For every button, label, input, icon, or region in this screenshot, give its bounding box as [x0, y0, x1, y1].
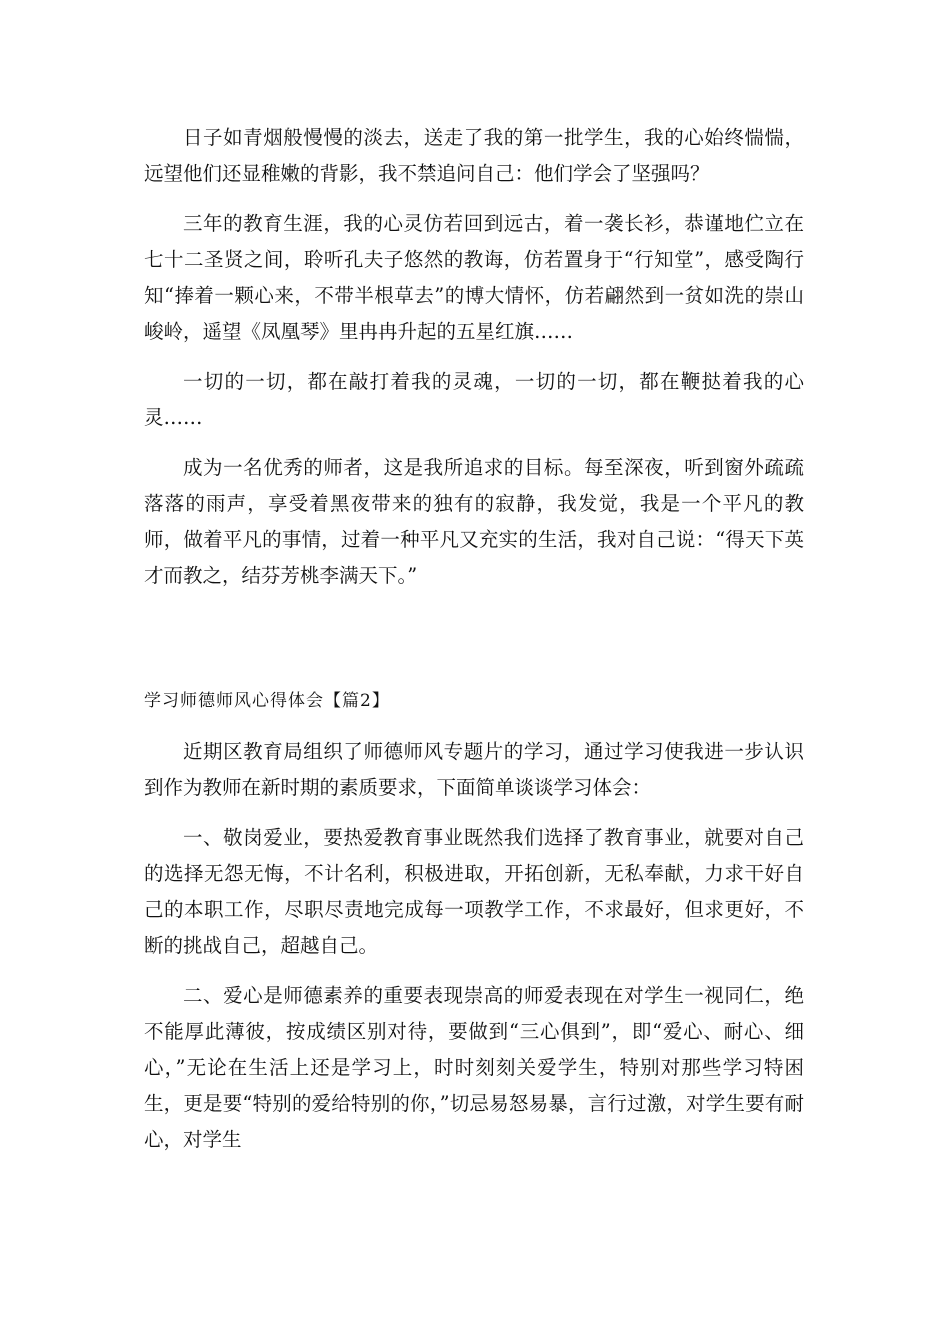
paragraph: 成为一名优秀的师者，这是我所追求的目标。每至深夜，听到窗外疏疏落落的雨声，享受着黑夜带来的独有的寂静，我发觉，我是一个平凡的教师，做着平凡的事情，过着一种平凡又充实的生活，我对自己说：“得天下英才而教之，结芬芳桃李满天下。”: [144, 456, 804, 587]
paragraph: 三年的教育生涯，我的心灵仿若回到远古，着一袭长衫，恭谨地伫立在七十二圣贤之间，聆听孔夫子悠然的教诲，仿若置身于“行知堂”，感受陶行知“捧着一颗心来，不带半根草去”的博大情怀，仿若翩然到一贫如洗的崇山峻岭，遥望《凤凰琴》里冉冉升起的五星红旗……: [144, 212, 804, 343]
paragraph: 近期区教育局组织了师德师风专题片的学习，通过学习使我进一步认识到作为教师在新时期的素质要求，下面简单谈谈学习体会：: [144, 740, 804, 799]
section-spacer: [144, 594, 804, 686]
paragraph: 一切的一切，都在敲打着我的灵魂，一切的一切，都在鞭挞着我的心灵……: [144, 370, 804, 429]
paragraph: 二、爱心是师德素养的重要表现崇高的师爱表现在对学生一视同仁，绝不能厚此薄彼，按成绩区别对待，要做到“三心俱到”，即“爱心、耐心、细心，”无论在生活上还是学习上，时时刻刻关爱学生，特别对那些学习特困生，更是要“特别的爱给特别的你，”切忌易怒易暴，言行过激，对学生要有耐心，对学生: [144, 984, 804, 1151]
paragraph: 日子如青烟般慢慢的淡去，送走了我的第一批学生，我的心始终惴惴，远望他们还显稚嫩的背影，我不禁追问自己：他们学会了坚强吗？: [144, 126, 804, 185]
section-title: 学习师德师风心得体会【篇2】: [144, 691, 390, 711]
paragraph: 一、敬岗爱业，要热爱教育事业既然我们选择了教育事业，就要对自己的选择无怨无悔，不计名利，积极进取，开拓创新，无私奉献，力求干好自己的本职工作，尽职尽责地完成每一项教学工作，不求最好，但求更好，不断的挑战自己，超越自己。: [144, 826, 804, 957]
document-page: [144, 120, 804, 1158]
